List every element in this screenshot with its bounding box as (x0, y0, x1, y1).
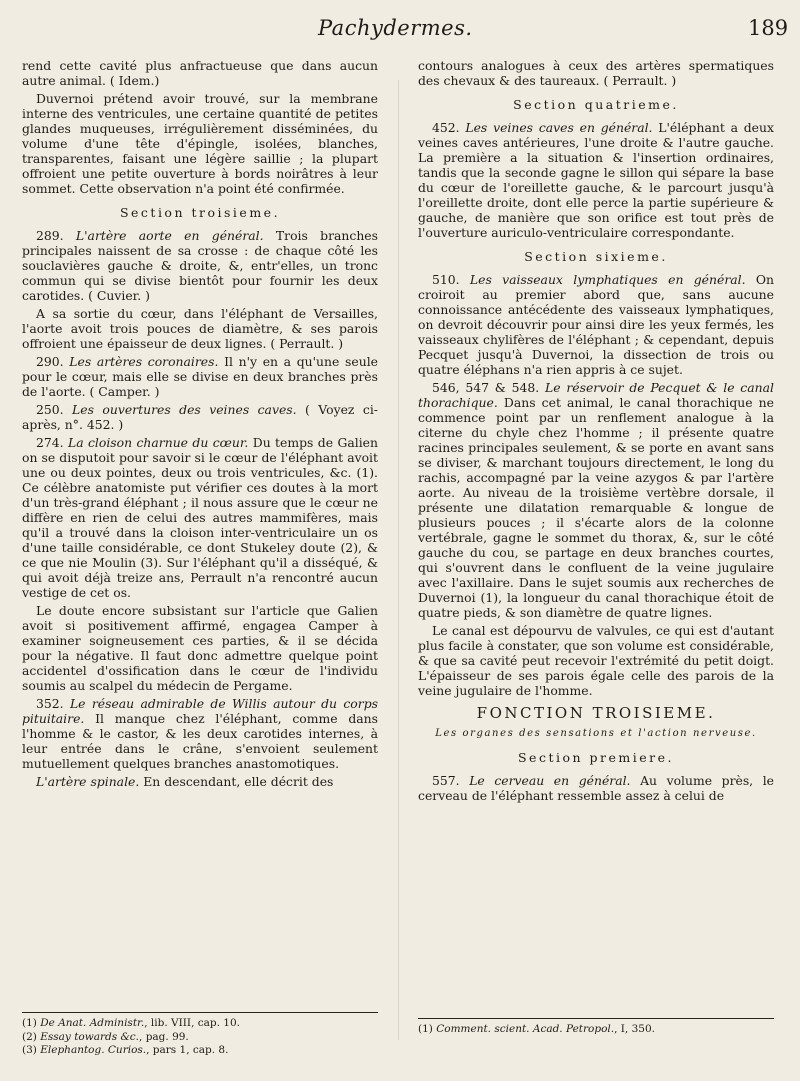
entry-text: Dans cet animal, le canal thorachique ne commence point par un renflement analogue à la citerne du chyle chez l'homme ; il présente quatre racines principales seulement, & se porte en avant sans se diviser, & marchant toujours directement, le long du rachis, accompagné par la veine azygos & par l'artère aorte. Au niveau de la troisième vertèbre dorsale, il présente une dilatation remarquable & longue de plusieurs pouces ; il s'écarte alors de la colonne vertébrale, gagne le sommet du thorax, &, sur le côté gauche du cou, se partage en deux branches courtes, qui s'ouvrent dans le confluent de la veine jugulaire avec l'axillaire. Dans le sujet soumis aux recherches de Duvernoi (1), la longueur du canal thorachique étoit de quatre pieds, & son diamètre de quatre lignes. (418, 395, 774, 620)
entry-274 (22, 435, 378, 600)
entry-title: Le cerveau en général. (469, 773, 631, 788)
entry-352 (22, 696, 378, 771)
entry-number: 289. (36, 228, 64, 243)
entry-text: En descendant, elle décrit des (139, 774, 334, 789)
right-column (418, 58, 774, 806)
section-heading-premiere: Section premiere. (517, 750, 674, 765)
footnote-ref: , lib. VIII, cap. 10. (144, 1017, 240, 1029)
entry-title: Les ouvertures des veines caves. (72, 402, 297, 417)
entry-text: Du temps de Galien on se disputoit pour savoir si le cœur de l'éléphant avoit une ou deux pointes, deux ou trois ventricules, &c. (1). Ce célèbre anatomiste put vérifier ces doutes à la mort d'un très-grand éléphant ; il nous assure que le cœur ne diffère en rien de celui des autres mammifères, mais qu'il a trouvé dans la cloison inter-ventriculaire un os d'une taille considérable, ce dont Stukeley doute (2), & ce que nie Moulin (3). Sur l'éléphant qu'il a disséqué, & qui avoit déjà treize ans, Perrault n'a rencontré aucun vestige de cet os. (22, 435, 378, 600)
section-heading-quatrieme: Section quatrieme. (513, 97, 679, 112)
paragraph-camper-negative: Le doute encore subsistant sur l'article que Galien avoit si positivement affirmé, engagea Camper à examiner soigneusement ces parties, & il se décida pour la négative. Il faut donc admettre quelque point accidentel d'ossification dans le cœur de l'individu soumis au scalpel du médecin de Pergame. (22, 603, 378, 693)
paragraph-continued: rend cette cavité plus anfractueuse que dans aucun autre animal. ( Idem.) (22, 58, 378, 88)
section-heading-troisieme: Section troisieme. (119, 205, 281, 220)
footnote-1 (418, 1023, 774, 1037)
entry-557 (418, 773, 774, 803)
entry-546 (418, 380, 774, 620)
entry-number: 290. (36, 354, 64, 369)
running-title: Pachydermes. (318, 16, 473, 40)
entry-title: Le réseau admirable de Willis autour du corps pituitaire. (22, 696, 378, 726)
footnote-ref: , I, 350. (614, 1023, 655, 1035)
entry-text: L'éléphant a deux veines caves antérieures, l'une droite & l'autre gauche. La première a la situation & l'insertion ordinaires, tandis que la seconde gagne le sillon qui sépare la base du cœur de l'oreillette gauche, & le parcourt jusqu'à l'oreillette droite, dont elle perce la partie supérieure & gauche, de manière que son orifice est tout près de l'ouverture auriculo-ventriculaire correspondante. (418, 120, 774, 240)
footnotes-right (418, 1018, 774, 1037)
entry-text: On croiroit au premier abord que, sans aucune connoissance antécédente des vaisseaux lymphatiques, on devroit découvrir pour ainsi dire les yeux fermés, les vaisseaux chylifères de l'éléphant ; & cependant, depuis Pecquet jusqu'à Duvernoi, la dissection de trois ou quatre éléphans n'a rien appris à ce sujet. (418, 272, 774, 377)
footnote-number: (1) (418, 1023, 433, 1035)
footnote-2 (22, 1031, 378, 1045)
entry-510 (418, 272, 774, 377)
section-heading-sixieme: Section sixieme. (524, 249, 668, 264)
footnote-ref: , pag. 99. (139, 1030, 189, 1043)
footnotes-left (22, 1012, 378, 1058)
page-header (0, 16, 800, 56)
column-gutter (398, 80, 399, 1040)
fonction-heading: FONCTION TROISIEME. (476, 704, 716, 722)
entry-number: 352. (36, 696, 64, 711)
footnote-3 (22, 1044, 378, 1058)
paragraph-continued: contours analogues à ceux des artères spermatiques des chevaux & des taureaux. ( Perrault. ) (418, 58, 774, 88)
footnote-title: Elephantog. Curios. (40, 1044, 147, 1056)
footnote-title: De Anat. Administr. (40, 1017, 145, 1029)
entry-title: L'artère aorte en général. (75, 228, 264, 243)
entry-number: 557. (432, 773, 460, 788)
entry-452 (418, 120, 774, 240)
entry-290 (22, 354, 378, 399)
paragraph-aorte-versailles: A sa sortie du cœur, dans l'éléphant de Versailles, l'aorte avoit trois pouces de diamètre, & ses parois offroient une épaisseur de deux lignes. ( Perrault. ) (22, 306, 378, 351)
footnote-number: (3) (22, 1044, 37, 1056)
entry-title: Le réservoir de Pecquet & le canal thorachique. (418, 380, 774, 410)
entry-289 (22, 228, 378, 303)
entry-number: 250. (36, 402, 64, 417)
footnote-title: Essay towards &c. (40, 1030, 140, 1043)
paragraph-canal-valvules: Le canal est dépourvu de valvules, ce qui est d'autant plus facile à constater, que son volume est considérable, & que sa cavité peut recevoir l'extrémité du petit doigt. L'épaisseur de ses parois égale celle des parois de la veine jugulaire de l'homme. (418, 623, 774, 698)
footnote-title: Comment. scient. Acad. Petropol. (436, 1023, 615, 1035)
footnote-ref: , pars 1, cap. 8. (146, 1044, 229, 1056)
entry-number: 274. (36, 435, 64, 450)
entry-spinale (22, 774, 378, 789)
entry-title: Les vaisseaux lymphatiques en général. (469, 272, 746, 287)
footnote-number: (1) (22, 1017, 37, 1029)
paragraph-duvernoi-glands: Duvernoi prétend avoir trouvé, sur la membrane interne des ventricules, une certaine quantité de petites glandes muqueuses, irrégulièrement disséminées, du volume d'une tête d'épingle, isolées, blanches, transparentes, faisant une légère saillie ; la plupart offroient une petite ouverture à bords noirâtres à leur sommet. Cette observation n'a point été confirmée. (22, 91, 378, 196)
footnote-1 (22, 1017, 378, 1031)
entry-number: 510. (432, 272, 460, 287)
page-number: 189 (748, 16, 789, 40)
organes-heading: Les organes des sensations et l'action nerveuse. (435, 728, 757, 739)
entry-250 (22, 402, 378, 432)
entry-title: Les artères coronaires. (69, 354, 219, 369)
entry-number: 452. (432, 120, 460, 135)
entry-text: Il manque chez l'éléphant, comme dans l'homme & le castor, & les deux carotides internes, à leur entrée dans le crâne, s'envoient seulement mutuellement quelques branches anastomotiques. (22, 711, 378, 771)
footnote-number: (2) (22, 1030, 37, 1043)
entry-title: La cloison charnue du cœur. (67, 435, 249, 450)
entry-text: Trois branches principales naissent de sa crosse : de chaque côté les souclavières gauche & droite, &, entr'elles, un tronc commun qui se divise bientôt pour fournir les deux carotides. ( Cuvier. ) (22, 228, 378, 303)
entry-text: ( Voyez ci-après, n°. 452. ) (22, 402, 378, 432)
entry-text: Au volume près, le cerveau de l'éléphant ressemble assez à celui de (418, 773, 774, 803)
left-column (22, 58, 378, 792)
entry-title: Les veines caves en général. (465, 120, 653, 135)
entry-title: L'artère spinale. (36, 774, 140, 789)
entry-number: 546, 547 & 548. (432, 380, 540, 395)
entry-text: Il n'y en a qu'une seule pour le cœur, mais elle se divise en deux branches près de l'aorte. ( Camper. ) (22, 354, 378, 399)
